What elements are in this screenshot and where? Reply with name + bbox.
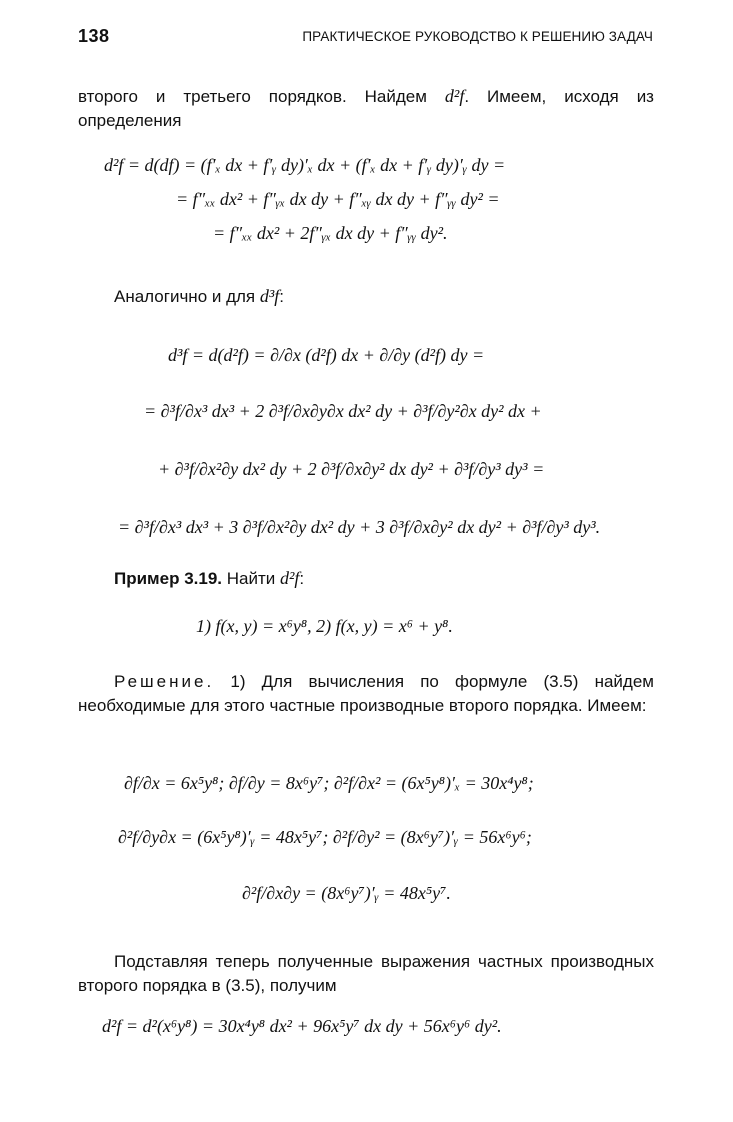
equation-d3f	[0, 332, 733, 552]
paragraph-solution: Решение. 1) Для вычисления по формуле (3.5) найдем необходимые для этого частные производные второго порядка. Имеем:	[78, 672, 654, 715]
example-statement: Пример 3.19. Найти d²f:	[114, 568, 305, 588]
example-functions: 1) f(x, y) = x⁶y⁸, 2) f(x, y) = x⁶ + y⁸.	[196, 616, 453, 636]
solution-label: Решение.	[114, 672, 215, 691]
paragraph-intro: второго и третьего порядков. Найдем d²f. Имеем, исходя из определения	[78, 86, 654, 130]
equation-d2f-definition	[0, 150, 733, 260]
eq2-line2: = ∂³f/∂x³ dx³ + 2 ∂³f/∂x∂y∂x dx² dy + ∂³f/∂y²∂x dy² dx +	[144, 401, 542, 421]
paragraph-analogous: Аналогично и для d³f:	[114, 286, 285, 306]
eq1-line3: = f″ₓₓ dx² + 2f″ᵧₓ dx dy + f″ᵧᵧ dy².	[213, 223, 448, 243]
page-number: 138	[78, 26, 110, 46]
eq1-line1: d²f = d(df) = (f′ₓ dx + f′ᵧ dy)′ₓ dx + (f′ₓ dx + f′ᵧ dy)′ᵧ dy =	[104, 155, 506, 175]
equation-partial-derivatives	[0, 760, 733, 930]
eq2-line4: = ∂³f/∂x³ dx³ + 3 ∂³f/∂x²∂y dx² dy + 3 ∂³f/∂x∂y² dx dy² + ∂³f/∂y³ dy³.	[118, 517, 601, 537]
eq3-line2: ∂²f/∂y∂x = (6x⁵y⁸)′ᵧ = 48x⁵y⁷; ∂²f/∂y² = (8x⁶y⁷)′ᵧ = 56x⁶y⁶;	[118, 827, 532, 847]
eq2-line3: + ∂³f/∂x²∂y dx² dy + 2 ∂³f/∂x∂y² dx dy² + ∂³f/∂y³ dy³ =	[158, 459, 545, 479]
page-header	[78, 26, 653, 50]
eq1-line2: = f″ₓₓ dx² + f″ᵧₓ dx dy + f″ₓᵧ dx dy + f″ᵧᵧ dy² =	[176, 189, 500, 209]
eq2-line1: d³f = d(d²f) = ∂/∂x (d²f) dx + ∂/∂y (d²f) dy =	[168, 345, 485, 365]
example-label: Пример 3.19.	[114, 569, 223, 588]
eq3-line3: ∂²f/∂x∂y = (8x⁶y⁷)′ᵧ = 48x⁵y⁷.	[242, 883, 451, 903]
paragraph-substitution: Подставляя теперь полученные выражения частных производных второго порядка в (3.5), получим	[78, 952, 654, 995]
running-title: ПРАКТИЧЕСКОЕ РУКОВОДСТВО К РЕШЕНИЮ ЗАДАЧ	[302, 29, 653, 44]
eq3-line1: ∂f/∂x = 6x⁵y⁸; ∂f/∂y = 8x⁶y⁷; ∂²f/∂x² = (6x⁵y⁸)′ₓ = 30x⁴y⁸;	[124, 773, 534, 793]
equation-result: d²f = d²(x⁶y⁸) = 30x⁴y⁸ dx² + 96x⁵y⁷ dx dy + 56x⁶y⁶ dy².	[102, 1016, 502, 1036]
